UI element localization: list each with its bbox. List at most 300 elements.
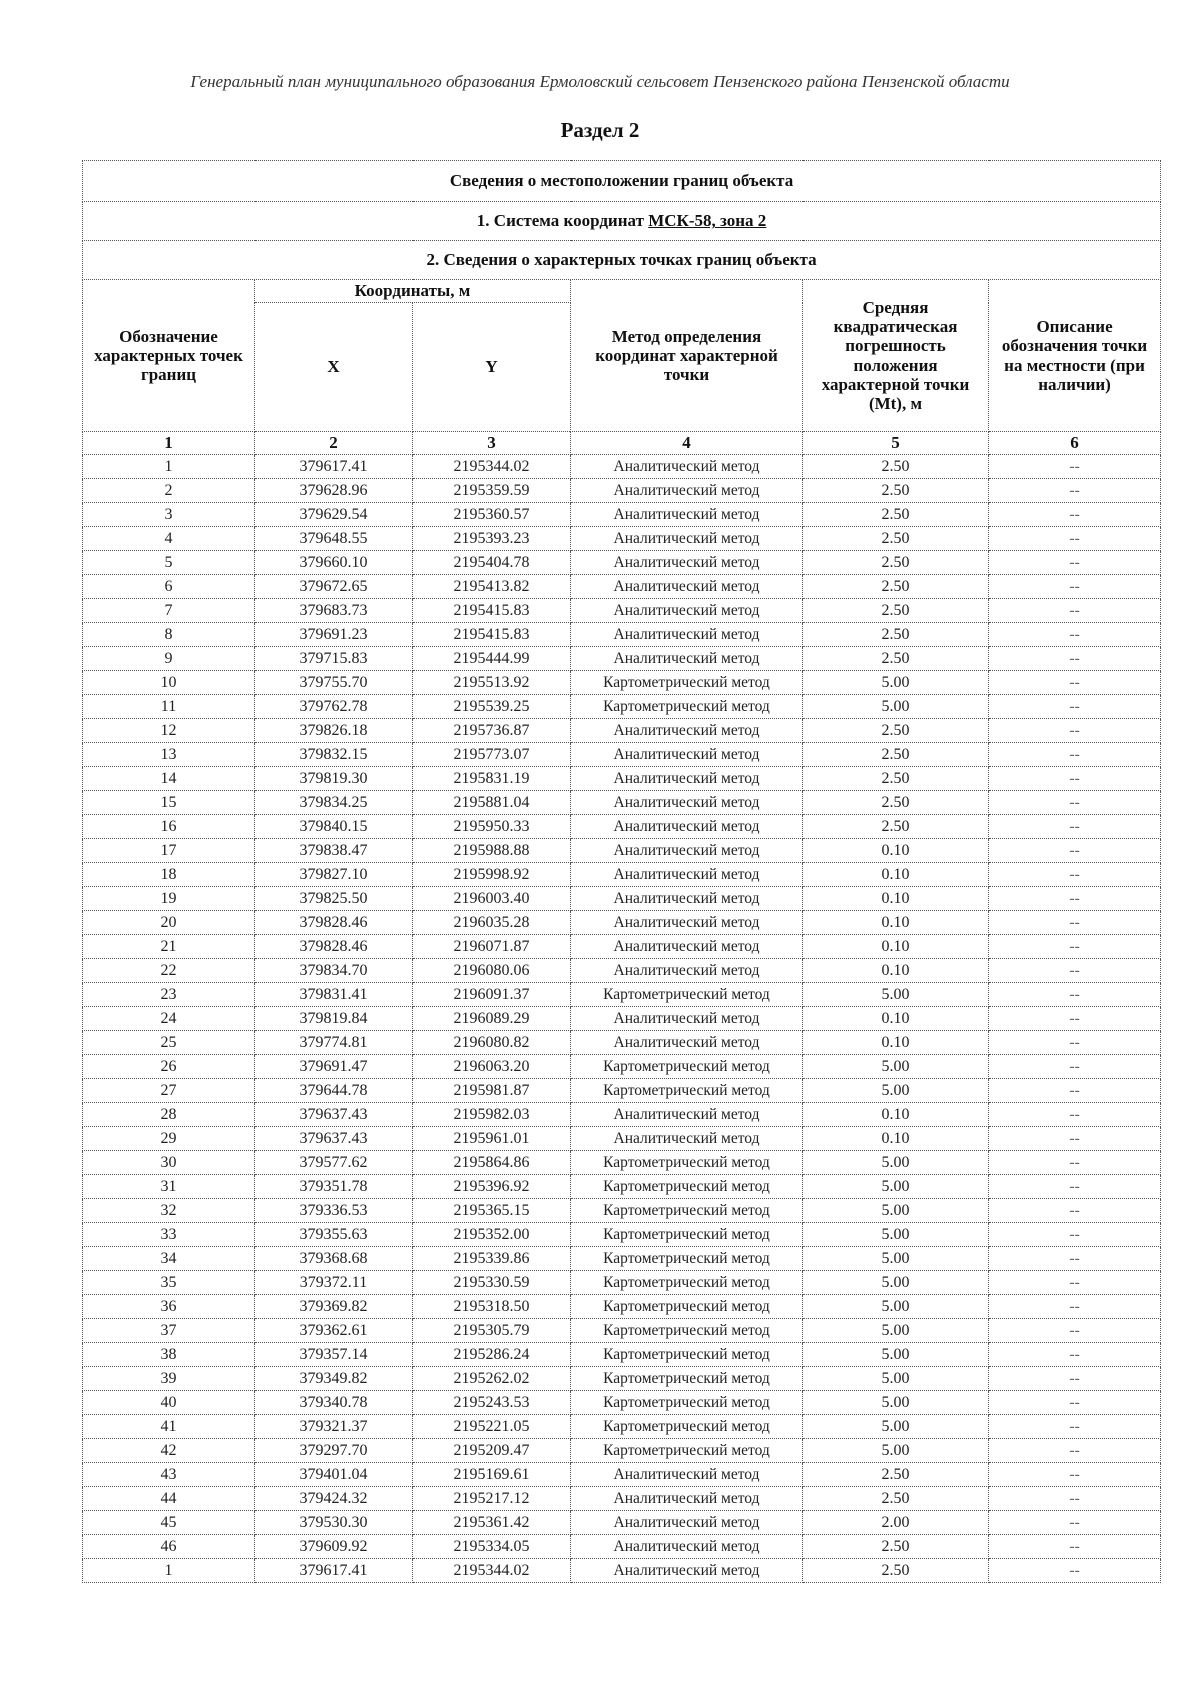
method-cell: Аналитический метод (571, 551, 803, 575)
point-number-cell: 40 (83, 1391, 255, 1415)
x-coordinate-cell: 379828.46 (255, 911, 413, 935)
x-coordinate-cell: 379577.62 (255, 1151, 413, 1175)
x-coordinate-cell: 379644.78 (255, 1079, 413, 1103)
x-coordinate-cell: 379672.65 (255, 575, 413, 599)
y-coordinate-cell: 2196091.37 (413, 983, 571, 1007)
description-cell: -- (989, 479, 1161, 503)
error-cell: 5.00 (803, 1271, 989, 1295)
y-coordinate-cell: 2196089.29 (413, 1007, 571, 1031)
description-cell: -- (989, 1463, 1161, 1487)
point-number-cell: 1 (83, 1559, 255, 1583)
error-cell: 2.50 (803, 647, 989, 671)
error-cell: 5.00 (803, 1199, 989, 1223)
section-title: Раздел 2 (560, 118, 640, 142)
point-number-cell: 25 (83, 1031, 255, 1055)
method-cell: Аналитический метод (571, 719, 803, 743)
description-cell: -- (989, 695, 1161, 719)
method-cell: Аналитический метод (571, 1535, 803, 1559)
method-cell: Аналитический метод (571, 815, 803, 839)
x-coordinate-cell: 379297.70 (255, 1439, 413, 1463)
point-number-cell: 39 (83, 1367, 255, 1391)
y-coordinate-cell: 2195330.59 (413, 1271, 571, 1295)
x-coordinate-cell: 379369.82 (255, 1295, 413, 1319)
y-coordinate-cell: 2195318.50 (413, 1295, 571, 1319)
y-coordinate-cell: 2195881.04 (413, 791, 571, 815)
table-row (83, 1079, 1161, 1103)
description-cell: -- (989, 575, 1161, 599)
method-cell: Аналитический метод (571, 1103, 803, 1127)
method-cell: Картометрический метод (571, 1247, 803, 1271)
error-cell: 5.00 (803, 1175, 989, 1199)
method-cell: Аналитический метод (571, 623, 803, 647)
description-cell: -- (989, 1127, 1161, 1151)
error-cell: 2.50 (803, 503, 989, 527)
error-cell: 2.50 (803, 1559, 989, 1583)
y-coordinate-cell: 2195286.24 (413, 1343, 571, 1367)
error-cell: 5.00 (803, 1415, 989, 1439)
table-row (83, 743, 1161, 767)
boundary-points-table (82, 160, 1161, 1583)
x-coordinate-cell: 379840.15 (255, 815, 413, 839)
table-row (83, 671, 1161, 695)
description-cell: -- (989, 1031, 1161, 1055)
description-cell: -- (989, 1343, 1161, 1367)
x-coordinate-cell: 379819.30 (255, 767, 413, 791)
description-cell: -- (989, 1247, 1161, 1271)
point-number-cell: 14 (83, 767, 255, 791)
error-cell: 0.10 (803, 887, 989, 911)
table-row (83, 791, 1161, 815)
method-cell: Аналитический метод (571, 527, 803, 551)
y-coordinate-cell: 2196080.06 (413, 959, 571, 983)
error-cell: 0.10 (803, 1103, 989, 1127)
table-row (83, 623, 1161, 647)
table-row (83, 1415, 1161, 1439)
x-coordinate-cell: 379691.23 (255, 623, 413, 647)
table-row (83, 503, 1161, 527)
error-cell: 0.10 (803, 863, 989, 887)
y-coordinate-cell: 2195444.99 (413, 647, 571, 671)
method-cell: Картометрический метод (571, 983, 803, 1007)
error-cell: 0.10 (803, 911, 989, 935)
table-banner-row (83, 161, 1161, 202)
header-row-top (83, 280, 1161, 303)
coordinate-system (83, 202, 1161, 241)
error-cell: 2.50 (803, 719, 989, 743)
y-coordinate-cell: 2195831.19 (413, 767, 571, 791)
x-coordinate-cell: 379340.78 (255, 1391, 413, 1415)
method-cell: Картометрический метод (571, 1295, 803, 1319)
table-row (83, 767, 1161, 791)
point-number-cell: 10 (83, 671, 255, 695)
method-cell: Аналитический метод (571, 575, 803, 599)
description-cell: -- (989, 455, 1161, 479)
table-row (83, 599, 1161, 623)
x-coordinate-cell: 379357.14 (255, 1343, 413, 1367)
point-number-cell: 4 (83, 527, 255, 551)
method-cell: Аналитический метод (571, 959, 803, 983)
table-row (83, 719, 1161, 743)
table-row (83, 863, 1161, 887)
table-row (83, 1487, 1161, 1511)
table-row (83, 695, 1161, 719)
error-cell: 2.50 (803, 791, 989, 815)
table-row (83, 1199, 1161, 1223)
method-cell: Аналитический метод (571, 479, 803, 503)
table-row (83, 1295, 1161, 1319)
error-cell: 0.10 (803, 1031, 989, 1055)
table-row (83, 1511, 1161, 1535)
y-coordinate-cell: 2195415.83 (413, 623, 571, 647)
description-cell: -- (989, 1007, 1161, 1031)
y-coordinate-cell: 2195981.87 (413, 1079, 571, 1103)
y-coordinate-cell: 2195773.07 (413, 743, 571, 767)
table-row (83, 551, 1161, 575)
x-coordinate-cell: 379362.61 (255, 1319, 413, 1343)
method-cell: Картометрический метод (571, 1151, 803, 1175)
y-coordinate-cell: 2195359.59 (413, 479, 571, 503)
x-coordinate-cell: 379827.10 (255, 863, 413, 887)
x-coordinate-cell: 379660.10 (255, 551, 413, 575)
method-cell: Аналитический метод (571, 1007, 803, 1031)
point-number-cell: 34 (83, 1247, 255, 1271)
point-number-cell: 22 (83, 959, 255, 983)
description-cell: -- (989, 1487, 1161, 1511)
method-cell: Аналитический метод (571, 863, 803, 887)
x-coordinate-cell: 379819.84 (255, 1007, 413, 1031)
error-cell: 0.10 (803, 839, 989, 863)
point-number-cell: 46 (83, 1535, 255, 1559)
y-coordinate-cell: 2195864.86 (413, 1151, 571, 1175)
header-x: X (255, 303, 413, 432)
table-row (83, 1247, 1161, 1271)
description-cell: -- (989, 791, 1161, 815)
table-row (83, 887, 1161, 911)
points-info: 2. Сведения о характерных точках границ объекта (83, 241, 1161, 280)
table-row (83, 815, 1161, 839)
method-cell: Аналитический метод (571, 887, 803, 911)
error-cell: 5.00 (803, 1223, 989, 1247)
method-cell: Картометрический метод (571, 1391, 803, 1415)
method-cell: Картометрический метод (571, 1367, 803, 1391)
description-cell: -- (989, 1271, 1161, 1295)
y-coordinate-cell: 2195352.00 (413, 1223, 571, 1247)
points-info-row (83, 241, 1161, 280)
x-coordinate-cell: 379831.41 (255, 983, 413, 1007)
x-coordinate-cell: 379691.47 (255, 1055, 413, 1079)
description-cell: -- (989, 599, 1161, 623)
point-number-cell: 23 (83, 983, 255, 1007)
error-cell: 2.50 (803, 1463, 989, 1487)
y-coordinate-cell: 2195262.02 (413, 1367, 571, 1391)
x-coordinate-cell: 379683.73 (255, 599, 413, 623)
error-cell: 2.50 (803, 479, 989, 503)
method-cell: Картометрический метод (571, 1223, 803, 1247)
error-cell: 5.00 (803, 1391, 989, 1415)
method-cell: Аналитический метод (571, 1127, 803, 1151)
column-number: 1 (83, 432, 255, 455)
error-cell: 2.00 (803, 1511, 989, 1535)
table-row (83, 1391, 1161, 1415)
y-coordinate-cell: 2196080.82 (413, 1031, 571, 1055)
x-coordinate-cell: 379628.96 (255, 479, 413, 503)
description-cell: -- (989, 623, 1161, 647)
y-coordinate-cell: 2196071.87 (413, 935, 571, 959)
method-cell: Картометрический метод (571, 1175, 803, 1199)
description-cell: -- (989, 911, 1161, 935)
point-number-cell: 2 (83, 479, 255, 503)
y-coordinate-cell: 2195344.02 (413, 455, 571, 479)
error-cell: 2.50 (803, 1487, 989, 1511)
y-coordinate-cell: 2195334.05 (413, 1535, 571, 1559)
x-coordinate-cell: 379629.54 (255, 503, 413, 527)
y-coordinate-cell: 2195221.05 (413, 1415, 571, 1439)
y-coordinate-cell: 2195539.25 (413, 695, 571, 719)
x-coordinate-cell: 379355.63 (255, 1223, 413, 1247)
error-cell: 0.10 (803, 959, 989, 983)
error-cell: 2.50 (803, 1535, 989, 1559)
error-cell: 0.10 (803, 935, 989, 959)
description-cell: -- (989, 743, 1161, 767)
x-coordinate-cell: 379424.32 (255, 1487, 413, 1511)
table-row (83, 839, 1161, 863)
y-coordinate-cell: 2195415.83 (413, 599, 571, 623)
table-row (83, 527, 1161, 551)
point-number-cell: 18 (83, 863, 255, 887)
table-row (83, 1559, 1161, 1583)
point-number-cell: 13 (83, 743, 255, 767)
table-row (83, 1343, 1161, 1367)
y-coordinate-cell: 2195393.23 (413, 527, 571, 551)
description-cell: -- (989, 983, 1161, 1007)
point-number-cell: 17 (83, 839, 255, 863)
table-row (83, 1151, 1161, 1175)
column-number: 4 (571, 432, 803, 455)
description-cell: -- (989, 1079, 1161, 1103)
error-cell: 0.10 (803, 1007, 989, 1031)
x-coordinate-cell: 379401.04 (255, 1463, 413, 1487)
table-row (83, 1103, 1161, 1127)
method-cell: Аналитический метод (571, 1559, 803, 1583)
point-number-cell: 11 (83, 695, 255, 719)
method-cell: Аналитический метод (571, 911, 803, 935)
method-cell: Картометрический метод (571, 1271, 803, 1295)
point-number-cell: 9 (83, 647, 255, 671)
description-cell: -- (989, 887, 1161, 911)
y-coordinate-cell: 2195988.88 (413, 839, 571, 863)
y-coordinate-cell: 2195736.87 (413, 719, 571, 743)
point-number-cell: 31 (83, 1175, 255, 1199)
point-number-cell: 30 (83, 1151, 255, 1175)
description-cell: -- (989, 551, 1161, 575)
y-coordinate-cell: 2196035.28 (413, 911, 571, 935)
description-cell: -- (989, 839, 1161, 863)
point-number-cell: 29 (83, 1127, 255, 1151)
table-row (83, 959, 1161, 983)
error-cell: 2.50 (803, 599, 989, 623)
x-coordinate-cell: 379762.78 (255, 695, 413, 719)
method-cell: Аналитический метод (571, 1487, 803, 1511)
description-cell: -- (989, 1439, 1161, 1463)
error-cell: 2.50 (803, 455, 989, 479)
description-cell: -- (989, 1511, 1161, 1535)
description-cell: -- (989, 719, 1161, 743)
table-row (83, 1319, 1161, 1343)
table-row (83, 1175, 1161, 1199)
x-coordinate-cell: 379617.41 (255, 455, 413, 479)
x-coordinate-cell: 379617.41 (255, 1559, 413, 1583)
point-number-cell: 28 (83, 1103, 255, 1127)
y-coordinate-cell: 2195217.12 (413, 1487, 571, 1511)
column-number: 5 (803, 432, 989, 455)
document-header: Генеральный план муниципального образования Ермоловский сельсовет Пензенского района Пензенской области (190, 72, 1010, 91)
description-cell: -- (989, 959, 1161, 983)
method-cell: Картометрический метод (571, 1055, 803, 1079)
method-cell: Аналитический метод (571, 1031, 803, 1055)
y-coordinate-cell: 2195344.02 (413, 1559, 571, 1583)
method-cell: Картометрический метод (571, 1319, 803, 1343)
table-row (83, 647, 1161, 671)
description-cell: -- (989, 647, 1161, 671)
y-coordinate-cell: 2195365.15 (413, 1199, 571, 1223)
point-number-cell: 1 (83, 455, 255, 479)
coordinate-system-label: 1. Система координат (476, 211, 644, 231)
point-number-cell: 33 (83, 1223, 255, 1247)
description-cell: -- (989, 863, 1161, 887)
y-coordinate-cell: 2195950.33 (413, 815, 571, 839)
point-number-cell: 38 (83, 1343, 255, 1367)
error-cell: 5.00 (803, 1319, 989, 1343)
method-cell: Аналитический метод (571, 767, 803, 791)
y-coordinate-cell: 2195513.92 (413, 671, 571, 695)
error-cell: 2.50 (803, 743, 989, 767)
y-coordinate-cell: 2195305.79 (413, 1319, 571, 1343)
description-cell: -- (989, 935, 1161, 959)
method-cell: Картометрический метод (571, 1199, 803, 1223)
x-coordinate-cell: 379609.92 (255, 1535, 413, 1559)
error-cell: 5.00 (803, 1367, 989, 1391)
error-cell: 5.00 (803, 1055, 989, 1079)
x-coordinate-cell: 379825.50 (255, 887, 413, 911)
y-coordinate-cell: 2195360.57 (413, 503, 571, 527)
description-cell: -- (989, 1559, 1161, 1583)
y-coordinate-cell: 2195339.86 (413, 1247, 571, 1271)
column-numbers-row (83, 432, 1161, 455)
description-cell: -- (989, 1055, 1161, 1079)
description-cell: -- (989, 1175, 1161, 1199)
error-cell: 2.50 (803, 527, 989, 551)
point-number-cell: 41 (83, 1415, 255, 1439)
error-cell: 5.00 (803, 983, 989, 1007)
error-cell: 2.50 (803, 623, 989, 647)
point-number-cell: 7 (83, 599, 255, 623)
method-cell: Аналитический метод (571, 599, 803, 623)
description-cell: -- (989, 815, 1161, 839)
method-cell: Аналитический метод (571, 503, 803, 527)
method-cell: Аналитический метод (571, 839, 803, 863)
table-banner: Сведения о местоположении границ объекта (83, 161, 1161, 202)
method-cell: Аналитический метод (571, 791, 803, 815)
column-number: 2 (255, 432, 413, 455)
table-row (83, 1271, 1161, 1295)
x-coordinate-cell: 379637.43 (255, 1127, 413, 1151)
error-cell: 5.00 (803, 695, 989, 719)
table-row (83, 455, 1161, 479)
method-cell: Аналитический метод (571, 1511, 803, 1535)
point-number-cell: 3 (83, 503, 255, 527)
error-cell: 2.50 (803, 575, 989, 599)
x-coordinate-cell: 379755.70 (255, 671, 413, 695)
point-number-cell: 5 (83, 551, 255, 575)
error-cell: 0.10 (803, 1127, 989, 1151)
point-number-cell: 16 (83, 815, 255, 839)
x-coordinate-cell: 379834.25 (255, 791, 413, 815)
point-number-cell: 45 (83, 1511, 255, 1535)
error-cell: 5.00 (803, 1151, 989, 1175)
method-cell: Картометрический метод (571, 1415, 803, 1439)
error-cell: 5.00 (803, 1079, 989, 1103)
point-number-cell: 12 (83, 719, 255, 743)
x-coordinate-cell: 379832.15 (255, 743, 413, 767)
table-row (83, 1127, 1161, 1151)
table-row (83, 1223, 1161, 1247)
error-cell: 5.00 (803, 1247, 989, 1271)
point-number-cell: 8 (83, 623, 255, 647)
x-coordinate-cell: 379349.82 (255, 1367, 413, 1391)
description-cell: -- (989, 1319, 1161, 1343)
point-number-cell: 44 (83, 1487, 255, 1511)
point-number-cell: 6 (83, 575, 255, 599)
table-row (83, 1439, 1161, 1463)
description-cell: -- (989, 503, 1161, 527)
point-number-cell: 37 (83, 1319, 255, 1343)
table-row (83, 1055, 1161, 1079)
method-cell: Картометрический метод (571, 1439, 803, 1463)
point-number-cell: 27 (83, 1079, 255, 1103)
x-coordinate-cell: 379372.11 (255, 1271, 413, 1295)
method-cell: Аналитический метод (571, 1463, 803, 1487)
column-number: 6 (989, 432, 1161, 455)
method-cell: Картометрический метод (571, 1343, 803, 1367)
x-coordinate-cell: 379336.53 (255, 1199, 413, 1223)
table-row (83, 575, 1161, 599)
x-coordinate-cell: 379368.68 (255, 1247, 413, 1271)
y-coordinate-cell: 2195243.53 (413, 1391, 571, 1415)
header-y: Y (413, 303, 571, 432)
column-number: 3 (413, 432, 571, 455)
header-method: Метод определения координат характерной точки (571, 280, 803, 432)
x-coordinate-cell: 379321.37 (255, 1415, 413, 1439)
method-cell: Аналитический метод (571, 647, 803, 671)
method-cell: Аналитический метод (571, 455, 803, 479)
point-number-cell: 26 (83, 1055, 255, 1079)
error-cell: 5.00 (803, 1295, 989, 1319)
x-coordinate-cell: 379828.46 (255, 935, 413, 959)
point-number-cell: 21 (83, 935, 255, 959)
method-cell: Аналитический метод (571, 935, 803, 959)
y-coordinate-cell: 2195982.03 (413, 1103, 571, 1127)
coordinate-system-row (83, 202, 1161, 241)
y-coordinate-cell: 2195413.82 (413, 575, 571, 599)
description-cell: -- (989, 1103, 1161, 1127)
description-cell: -- (989, 1535, 1161, 1559)
y-coordinate-cell: 2196003.40 (413, 887, 571, 911)
x-coordinate-cell: 379530.30 (255, 1511, 413, 1535)
method-cell: Аналитический метод (571, 743, 803, 767)
description-cell: -- (989, 767, 1161, 791)
y-coordinate-cell: 2195961.01 (413, 1127, 571, 1151)
error-cell: 2.50 (803, 551, 989, 575)
